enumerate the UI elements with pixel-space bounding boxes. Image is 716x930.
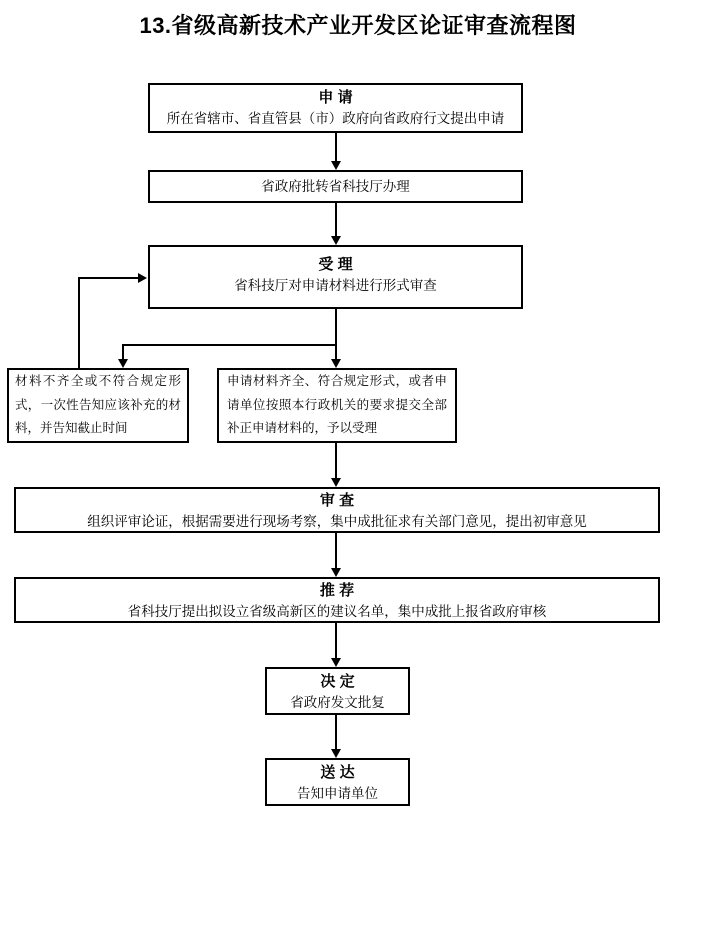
node-apply-title: 申 请 [318, 89, 353, 106]
arrow-transfer-accept-line [335, 203, 337, 237]
node-recommend-title: 推 荐 [319, 582, 355, 599]
arrow-feedback-horizontal-line [78, 277, 139, 279]
arrow-split-complete-line [335, 344, 337, 360]
line-accept-split [335, 309, 337, 346]
node-decide-title: 决 定 [320, 673, 355, 690]
node-apply [148, 83, 523, 133]
arrow-decide-deliver-head-icon [331, 749, 341, 758]
arrow-transfer-accept-head-icon [331, 236, 341, 245]
arrow-split-incomplete-line [122, 344, 124, 360]
arrow-complete-review-line [335, 443, 337, 480]
arrow-feedback-vertical-line [78, 277, 80, 368]
arrow-complete-review-head-icon [331, 478, 341, 487]
node-accept-title: 受 理 [318, 256, 353, 273]
node-transfer-text: 省政府批转省科技厅办理 [261, 178, 410, 194]
node-review [14, 487, 660, 533]
arrow-split-complete-head-icon [331, 359, 341, 368]
node-recommend-text: 省科技厅提出拟设立省级高新区的建议名单，集中成批上报省政府审核 [127, 604, 547, 619]
arrow-recommend-decide-head-icon [331, 658, 341, 667]
node-complete-materials: 申请材料齐全、符合规定形式，或者申请单位按照本行政机关的要求提交全部补正申请材料的，予以受理 [217, 368, 457, 443]
node-deliver-text: 告知申请单位 [297, 786, 378, 801]
arrow-review-recommend-head-icon [331, 568, 341, 577]
node-accept [148, 245, 523, 309]
node-accept-text: 省科技厅对申请材料进行形式审查 [234, 278, 437, 293]
arrow-review-recommend-line [335, 533, 337, 570]
node-review-title: 审 查 [319, 492, 355, 509]
node-apply-text: 所在省辖市、省直管县（市）政府向省政府行文提出申请 [166, 111, 505, 126]
node-review-text: 组织评审论证，根据需要进行现场考察，集中成批征求有关部门意见，提出初审意见 [87, 514, 587, 529]
node-decide [265, 667, 410, 715]
node-deliver [265, 758, 410, 806]
arrow-apply-transfer-head-icon [331, 161, 341, 170]
arrow-feedback-head-icon [138, 273, 147, 283]
node-deliver-title: 送 达 [320, 764, 355, 781]
node-transfer [148, 170, 523, 203]
arrow-decide-deliver-line [335, 715, 337, 751]
arrow-split-incomplete-head-icon [118, 359, 128, 368]
node-decide-text: 省政府发文批复 [290, 695, 385, 710]
node-incomplete-materials: 材料不齐全或不符合规定形式，一次性告知应该补充的材料，并告知截止时间 [7, 368, 189, 443]
arrow-apply-transfer-line [335, 133, 337, 163]
page-title: 13.省级高新技术产业开发区论证审查流程图 [139, 13, 577, 38]
line-split-horizontal [122, 344, 337, 346]
node-recommend [14, 577, 660, 623]
arrow-recommend-decide-line [335, 623, 337, 660]
